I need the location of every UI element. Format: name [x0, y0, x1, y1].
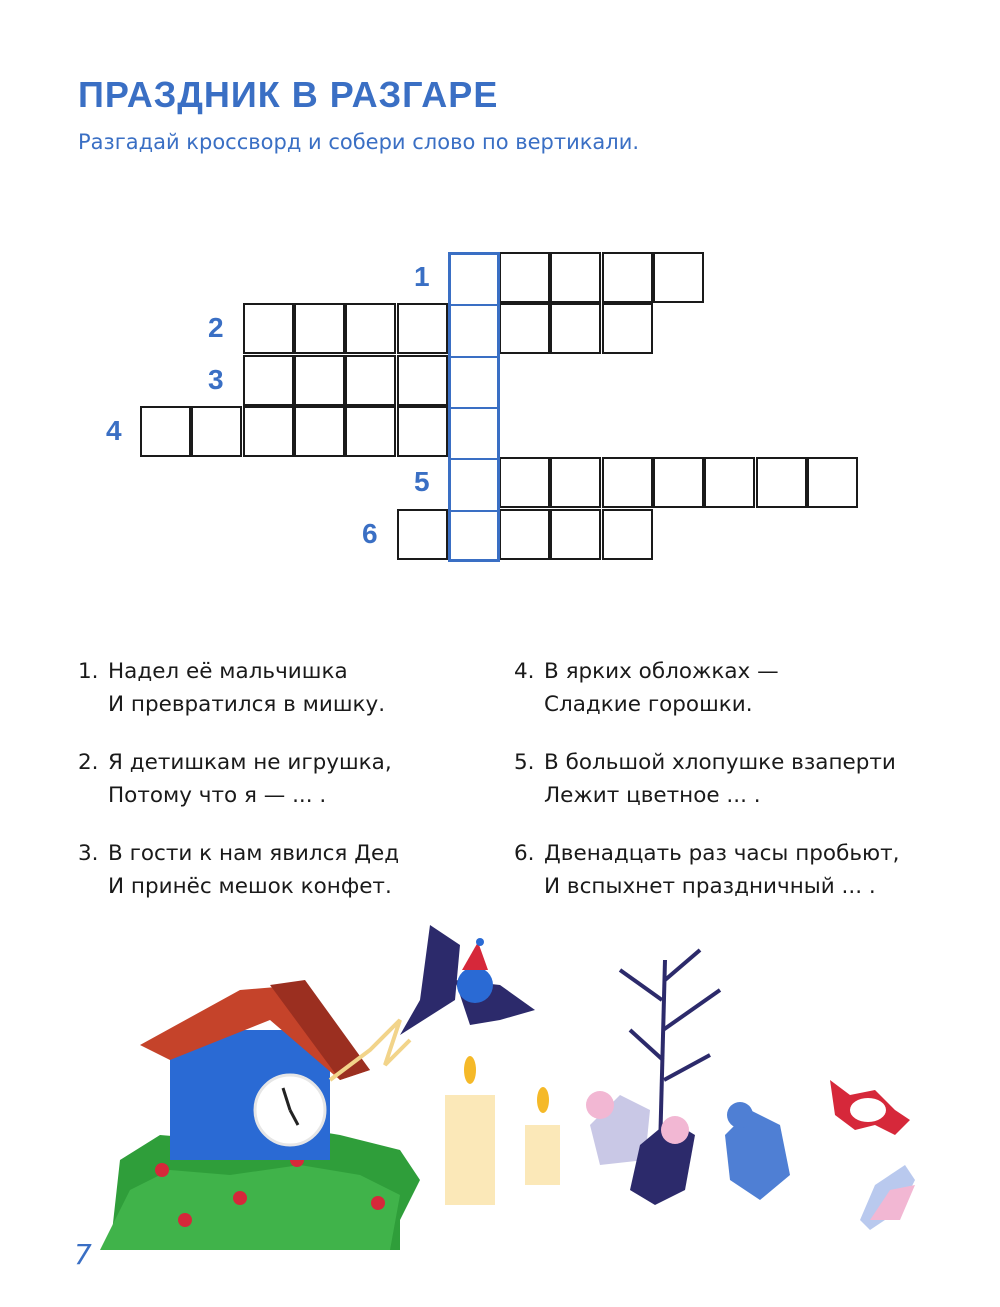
clue-number: 2.	[78, 750, 99, 775]
crossword-cell[interactable]	[243, 406, 294, 457]
clue-line: В большой хлопушке взаперти	[544, 750, 896, 775]
page-subtitle: Разгадай кроссворд и собери слово по вертикали.	[78, 130, 640, 154]
row-number-3: 3	[208, 363, 224, 395]
crossword-cell[interactable]	[243, 303, 294, 354]
crossword-cell[interactable]	[397, 355, 448, 406]
key-word-cell[interactable]	[448, 303, 499, 354]
crossword-cell[interactable]	[397, 406, 448, 457]
clue-number: 4.	[514, 659, 535, 684]
clue-line: Лежит цветное ... .	[544, 783, 761, 808]
row-number-1: 1	[414, 261, 430, 292]
crossword-cell[interactable]	[602, 457, 653, 508]
clue-line: Сладкие горошки.	[544, 692, 753, 717]
clue-5	[514, 746, 896, 812]
cuckoo-clock-illustration	[140, 980, 410, 1160]
clue-3	[78, 837, 399, 903]
key-word-cell[interactable]	[448, 252, 499, 303]
crossword-cell[interactable]	[602, 509, 653, 560]
mice-illustration	[586, 1091, 790, 1205]
candy-illustration	[830, 1080, 915, 1230]
crossword-cell[interactable]	[807, 457, 858, 508]
clue-line: Надел её мальчишка	[108, 659, 348, 684]
crossword-cell[interactable]	[345, 303, 396, 354]
crossword-cell[interactable]	[499, 252, 550, 303]
crossword-cell[interactable]	[550, 509, 601, 560]
clue-number: 6.	[514, 841, 535, 866]
clue-line: Потому что я — ... .	[108, 783, 327, 808]
clue-1	[78, 655, 385, 721]
page-number: 7	[74, 1238, 92, 1271]
crossword-cell[interactable]	[704, 457, 755, 508]
crossword-cell[interactable]	[397, 509, 448, 560]
row-number-4: 4	[106, 414, 122, 446]
row-number-5: 5	[414, 466, 430, 498]
crossword-cell[interactable]	[499, 509, 550, 560]
row-number-6: 6	[362, 517, 378, 549]
clue-2	[78, 746, 392, 812]
crossword-cell[interactable]	[345, 406, 396, 457]
crossword-cell[interactable]	[294, 303, 345, 354]
clue-number: 3.	[78, 841, 99, 866]
crossword-cell[interactable]	[550, 252, 601, 303]
crossword-cell[interactable]	[243, 355, 294, 406]
key-word-cell[interactable]	[448, 509, 499, 560]
key-word-cell[interactable]	[448, 457, 499, 508]
clue-line: Я детишкам не игрушка,	[108, 750, 392, 775]
crossword-cell[interactable]	[756, 457, 807, 508]
clue-line: Двенадцать раз часы пробьют,	[544, 841, 900, 866]
crossword-cell[interactable]	[550, 303, 601, 354]
clue-6	[514, 837, 899, 903]
clue-4	[514, 655, 779, 721]
crossword-cell[interactable]	[345, 355, 396, 406]
crossword-cell[interactable]	[550, 457, 601, 508]
row-number-2: 2	[208, 312, 224, 344]
crossword-cell[interactable]	[499, 457, 550, 508]
clue-line: И вспыхнет праздничный ... .	[544, 874, 876, 899]
bird-illustration	[400, 925, 535, 1035]
clue-line: И превратился в мишку.	[108, 692, 386, 717]
crossword-cell[interactable]	[140, 406, 191, 457]
key-word-cell[interactable]	[448, 355, 499, 406]
crossword-cell[interactable]	[294, 355, 345, 406]
clue-line: В гости к нам явился Дед	[108, 841, 400, 866]
crossword-cell[interactable]	[653, 252, 704, 303]
crossword-cell[interactable]	[653, 457, 704, 508]
crossword-cell[interactable]	[499, 303, 550, 354]
crossword-cell[interactable]	[294, 406, 345, 457]
crossword-cell[interactable]	[602, 303, 653, 354]
key-word-cell[interactable]	[448, 406, 499, 457]
clue-number: 5.	[514, 750, 535, 775]
crossword-cell[interactable]	[602, 252, 653, 303]
crossword-cell[interactable]	[397, 303, 448, 354]
candles-illustration	[445, 1056, 560, 1205]
clue-line: И принёс мешок конфет.	[108, 874, 392, 899]
page-title: ПРАЗДНИК В РАЗГАРЕ	[78, 74, 499, 115]
crossword-cell[interactable]	[191, 406, 242, 457]
holiday-illustration	[100, 920, 920, 1250]
clue-number: 1.	[78, 659, 99, 684]
clue-line: В ярких обложках —	[544, 659, 779, 684]
